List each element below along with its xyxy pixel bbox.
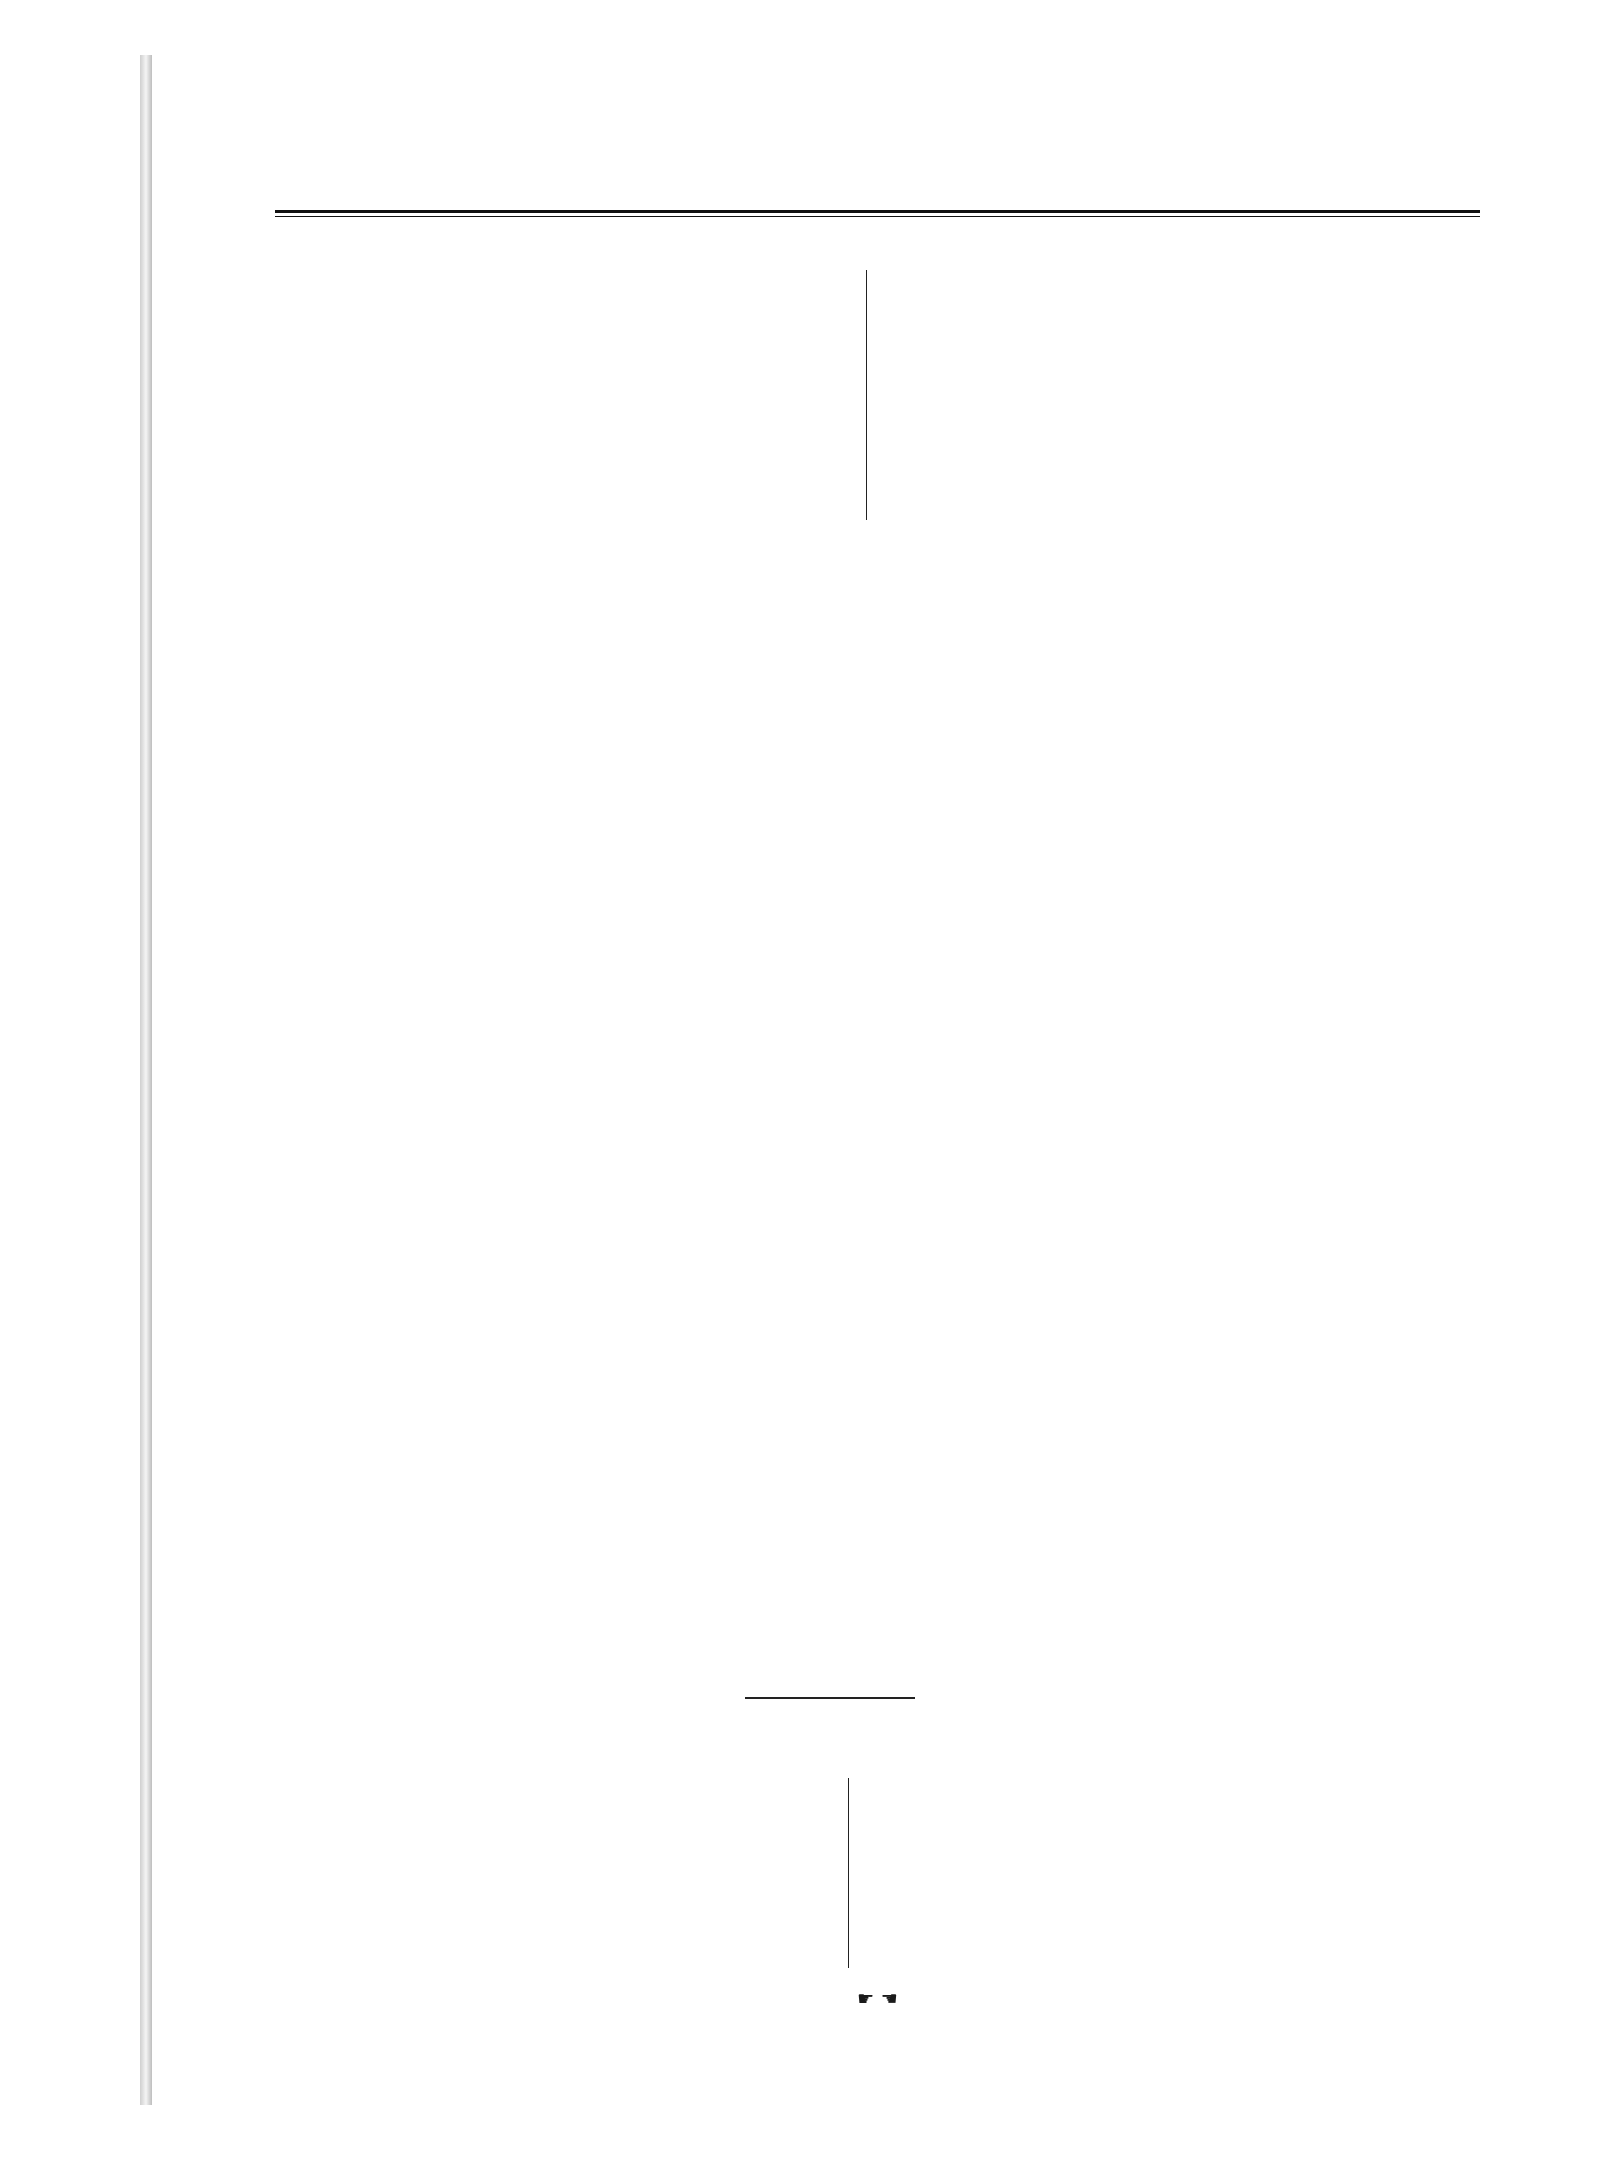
head-rule: [275, 210, 1480, 213]
head-rule-thin: [275, 216, 1480, 217]
remarks-divider: [848, 1778, 849, 1968]
bottom-notice: [275, 1988, 1480, 2010]
adjacent-page-margin: [0, 60, 140, 2080]
pointing-hand-icon: ☛: [857, 1988, 881, 2010]
page-fold: [140, 55, 152, 2105]
intro-divider: [866, 270, 867, 520]
pointing-hand-icon: ☚: [880, 1988, 898, 2010]
section-divider: [745, 1697, 915, 1699]
